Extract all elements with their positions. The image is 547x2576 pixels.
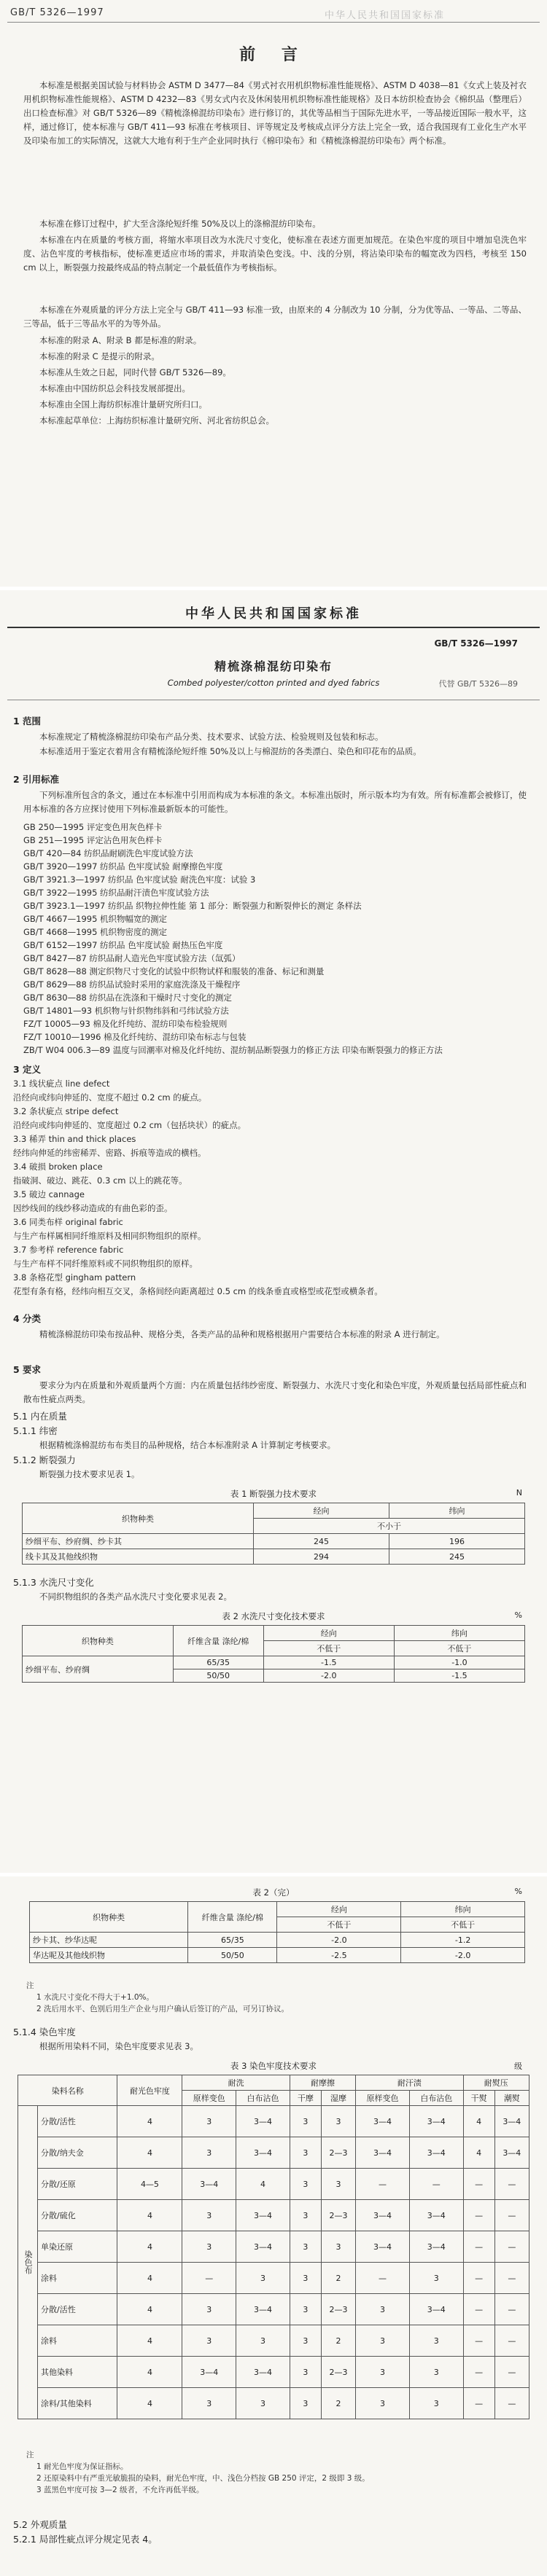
- table-header-cell: 白布沾色: [409, 2091, 463, 2106]
- table-header-cell: 不低于: [263, 1641, 394, 1656]
- table-cell: 4: [117, 2294, 182, 2325]
- table-note: 2 还原染料中有严重光敏脆损的染料，耐光色牢度，中、浅色分档按 GB 250 评定，2 级即 3 级。: [36, 2474, 370, 2483]
- table-cell: —: [356, 2169, 410, 2200]
- definition-line: 沿经向或纬向伸延的、宽度超过 0.2 cm（包括块状）的疵点。: [13, 1120, 247, 1130]
- table-cell: 2—3: [321, 2137, 355, 2169]
- standard-number: GB/T 5326—1997: [434, 638, 518, 649]
- table-unit: N: [516, 1488, 522, 1498]
- table-note: 注: [26, 2451, 34, 2459]
- reference-item: FZ/T 10010—1996 棉及化纤纯纺、混纺印染布标志与包装: [23, 1032, 247, 1042]
- table-cell: 3: [409, 2263, 463, 2294]
- table-header-cell: 耐摩擦: [290, 2075, 355, 2091]
- ghost-header-text: 中华人民共和国国家标准: [324, 10, 445, 21]
- header-rule: [7, 22, 540, 23]
- table-cell: 3—4: [494, 2106, 529, 2137]
- foreword-paragraph: 本标准是根据美国试验与材料协会 ASTM D 3477—84《男式衬衣用机织物标准性能规格》、ASTM D 4038—81《女式上装及衬衣用机织物标准性能规格》、ASTM D 4232—83《男女式内衣及休闲装用机织物标准性能规格》及日本纺织检查协会《棉织品（整理后）出口检查标准》对 GB/T 5326—89《精梳涤棉混纺印染布》进行修订的，其优等品相当于国际先进水平，一等品接近国际一般水平，这样，通过修订，使本标准与 GB/T 411—93 标准在考核项目、评等规定及考核成点评分方法上完全一致，适合我国现有工业化生产水平及印染布加工的实际情况，这就大大地有利于生产企业同时执行《棉印染布》和《精梳涤棉混纺印染布》两个标准。: [23, 80, 527, 146]
- table-cell: 3—4: [236, 2357, 290, 2388]
- page-tables: [0, 1876, 547, 2576]
- table-cell: 涂料: [38, 2263, 117, 2294]
- table-cell: 分散/硫化: [38, 2200, 117, 2231]
- table-cell: 3: [236, 2388, 290, 2419]
- definition-line: 因纱线间的线纱移动造成的有曲色彩的歪。: [13, 1203, 173, 1213]
- table-row: [18, 2200, 529, 2231]
- table-cell: —: [463, 2231, 494, 2263]
- table-caption: 表 3 染色牢度技术要求: [230, 2061, 317, 2071]
- table-note: 1 耐光色牢度为保证指标。: [36, 2462, 128, 2471]
- table-row: [18, 2169, 529, 2200]
- body-text: 下列标准所包含的条文，通过在本标准中引用而构成为本标准的条文。本标准出版时，所示版本均为有效。所有标准都会被修订，使用本标准的各方应探讨使用下列标准最新版本的可能性。: [23, 790, 527, 814]
- reference-item: GB/T 3921.3—1997 纺织品 色牢度试验 耐洗色牢度：试验 3: [23, 874, 256, 885]
- table-row: [18, 2263, 529, 2294]
- definition-line: 沿经向或纬向伸延的、宽度不超过 0.2 cm 的疵点。: [13, 1092, 207, 1103]
- national-standard-heading: 中华人民共和国国家标准: [185, 606, 362, 622]
- foreword-paragraph: 本标准在修订过程中，扩大至含涤纶短纤维 50%及以上的涤棉混纺印染布。: [39, 219, 321, 229]
- reference-item: GB/T 14801—93 机织物与针织物纬斜和弓纬试验方法: [23, 1006, 229, 1016]
- table-cell: 3: [409, 2357, 463, 2388]
- reference-item: GB/T 8628—88 测定织物尺寸变化的试验中织物试样和服装的准备、标记和测量: [23, 966, 325, 976]
- table-notes: [0, 2449, 547, 2508]
- table-cell: 单染还原: [38, 2231, 117, 2263]
- table-cell: 3: [290, 2357, 321, 2388]
- table-cell: 涂料: [38, 2325, 117, 2357]
- table-cell: 196: [389, 1534, 524, 1549]
- standard-code-header: GB/T 5326—1997: [10, 7, 104, 18]
- table-cell: —: [463, 2388, 494, 2419]
- table-unit: %: [514, 1610, 522, 1620]
- subsection-heading: 5.1.3 水洗尺寸变化: [13, 1577, 94, 1588]
- table-note: 注: [26, 1981, 34, 1990]
- page-foreword: [0, 0, 547, 587]
- table-cell: 245: [253, 1534, 389, 1549]
- table-header-cell: 不低于: [401, 1917, 525, 1933]
- table-cell: 3—4: [494, 2137, 529, 2169]
- table-row: [18, 2388, 529, 2419]
- color-fastness-table: [18, 2075, 529, 2419]
- table-cell: 2: [321, 2325, 355, 2357]
- table-cell: 3: [290, 2231, 321, 2263]
- table-cell: 3: [290, 2169, 321, 2200]
- table-cell: 3: [321, 2231, 355, 2263]
- table-cell: 3: [182, 2388, 236, 2419]
- subsection-heading: 5.1.2 断裂强力: [13, 1455, 76, 1465]
- table-cell: 3—4: [182, 2357, 236, 2388]
- table-cell: 3: [321, 2169, 355, 2200]
- reference-item: GB/T 8630—88 纺织品在洗涤和干燥时尺寸变化的测定: [23, 993, 232, 1003]
- reference-item: GB/T 4668—1995 机织物密度的测定: [23, 927, 168, 937]
- table-cell: 4: [117, 2388, 182, 2419]
- table-cell: 4: [236, 2169, 290, 2200]
- reference-item: GB/T 6152—1997 纺织品 色牢度试验 耐热压色牢度: [23, 940, 223, 950]
- definition-line: 3.4 破损 broken place: [13, 1162, 103, 1172]
- body-text: 要求分为内在质量和外观质量两个方面：内在质量包括纬纱密度、断裂强力、水洗尺寸变化和染色牢度，外观质量包括局部性疵点和散布性疵点两类。: [23, 1380, 527, 1404]
- table-header-cell: 织物种类: [30, 1902, 188, 1933]
- table-cell: -1.5: [394, 1669, 524, 1683]
- table-cell: 3—4: [356, 2106, 410, 2137]
- foreword-paragraph: 本标准从生效之日起，同时代替 GB/T 5326—89。: [39, 367, 231, 377]
- table-cell: 分散/活性: [38, 2106, 117, 2137]
- foreword-paragraph: 本标准在内在质量的考核方面，将缩水率项目改为水洗尺寸变化，使标准在表述方面更加规范。在染色牢度的项目中增加皂洗色牢度、沾色牢度的考核指标，使标准更适应市场的需求，并取消染色变浅。中、浅的分别，将沾染印染布的幅宽改为四档，考核至 150 cm 以上，断裂强力按最终成品的特点制定一个最低值作为考核指标。: [23, 235, 527, 273]
- table-cell: 3: [290, 2200, 321, 2231]
- reference-item: GB 251—1995 评定沾色用灰色样卡: [23, 835, 163, 845]
- table-cell: 65/35: [188, 1933, 277, 1948]
- table-header-cell: 湿摩: [321, 2091, 355, 2106]
- table-cell: 3: [182, 2294, 236, 2325]
- definition-line: 3.1 线状疵点 line defect: [13, 1078, 110, 1089]
- table-cell: 3: [290, 2106, 321, 2137]
- table-cell: 3: [356, 2325, 410, 2357]
- table-cell: —: [463, 2325, 494, 2357]
- definition-line: 经纬向伸延的纬密稀弄、密路、拆痕等造成的横档。: [13, 1148, 206, 1158]
- table-header-cell: 经向: [253, 1503, 389, 1519]
- reference-item: GB/T 8629—88 纺织品试验时采用的家庭洗涤及干燥程序: [23, 979, 241, 990]
- table-caption: 表 2 水洗尺寸变化技术要求: [222, 1611, 325, 1621]
- table-header-cell: 干熨: [463, 2091, 494, 2106]
- table-cell: -1.2: [401, 1933, 525, 1948]
- table-cell: 4: [117, 2325, 182, 2357]
- table-cell: 3: [409, 2388, 463, 2419]
- foreword-paragraph: 本标准的附录 C 是提示的附录。: [39, 351, 160, 361]
- table-cell: 2—3: [321, 2200, 355, 2231]
- table-row: [18, 2357, 529, 2388]
- table-header-cell: 不低于: [277, 1917, 401, 1933]
- table-row: [18, 2294, 529, 2325]
- page-main-standard: [0, 590, 547, 1873]
- table-cell: 3: [182, 2325, 236, 2357]
- definition-line: 与生产布样属相同纤维原料及相同织物组织的原样。: [13, 1231, 206, 1241]
- table-cell: —: [494, 2169, 529, 2200]
- table-cell: 线卡其及其他线织物: [23, 1549, 254, 1565]
- table-cell: 3—4: [356, 2200, 410, 2231]
- section-heading: 3 定义: [13, 1064, 42, 1075]
- table-cell: 2: [321, 2263, 355, 2294]
- table-cell: —: [356, 2263, 410, 2294]
- table-cell: —: [494, 2294, 529, 2325]
- table-header-cell: 经向: [277, 1902, 401, 1917]
- table-note: 2 洗后用水平、色别后用生产企业与用户确认后签订的产品，可另订协议。: [36, 2005, 290, 2013]
- table-cell: 3: [182, 2200, 236, 2231]
- table-header-cell: 不低于: [394, 1641, 524, 1656]
- table-cell: -1.0: [394, 1656, 524, 1669]
- table-cell: 其他染料: [38, 2357, 117, 2388]
- subsection-heading: 5.2 外观质量: [13, 2519, 67, 2530]
- body-text: 断裂强力技术要求见表 1。: [39, 1469, 140, 1479]
- table-header-cell: 干摩: [290, 2091, 321, 2106]
- table-header-cell: 纤维含量 涤纶/棉: [188, 1902, 277, 1933]
- table-header-cell: 纬向: [394, 1626, 524, 1641]
- table-cell: 3—4: [409, 2137, 463, 2169]
- table-cell: 2—3: [321, 2357, 355, 2388]
- table-cell: —: [494, 2388, 529, 2419]
- table-cell: 50/50: [173, 1669, 263, 1683]
- body-text: 本标准适用于鉴定衣着用含有精梳涤纶短纤维 50%及以上与棉混纺的各类漂白、染色和印花布的品质。: [39, 746, 422, 756]
- body-text: 精梳涤棉混纺印染布按品种、规格分类，各类产品的品种和规格根据用户需要结合本标准的附录 A 进行制定。: [39, 1329, 445, 1339]
- table-cell: 分散/活性: [38, 2294, 117, 2325]
- reference-item: GB 250—1995 评定变色用灰色样卡: [23, 822, 163, 832]
- table-header-cell: 不小于: [253, 1519, 524, 1534]
- definition-list: [0, 1077, 547, 1296]
- reference-item: GB/T 3923.1—1997 纺织品 织物拉伸性能 第 1 部分：断裂强力和断裂伸长的测定 条样法: [23, 901, 362, 911]
- table-cell: 3—4: [182, 2169, 236, 2200]
- body-text: 根据所用染料不同，染色牢度要求见表 3。: [39, 2041, 198, 2051]
- table-cell: 3—4: [236, 2200, 290, 2231]
- table-cell: -2.5: [277, 1948, 401, 1963]
- reference-list: [0, 821, 547, 1061]
- definition-line: 3.7 参考样 reference fabric: [13, 1245, 124, 1255]
- table-cell: —: [463, 2263, 494, 2294]
- table-row: [18, 2231, 529, 2263]
- table-cell: 3: [290, 2325, 321, 2357]
- table-cell: 3: [290, 2388, 321, 2419]
- table-header-cell: 染料名称: [18, 2075, 117, 2106]
- table-cell: 3—4: [409, 2200, 463, 2231]
- table-cell: 分散/还原: [38, 2169, 117, 2200]
- table-cell: 4: [117, 2263, 182, 2294]
- section-heading: 2 引用标准: [13, 774, 60, 785]
- table-cell: 4: [117, 2200, 182, 2231]
- table-cell: 3: [356, 2294, 410, 2325]
- table-cell: 3—4: [236, 2106, 290, 2137]
- section-heading: 4 分类: [13, 1313, 42, 1324]
- table-cell: 3: [236, 2263, 290, 2294]
- subsection-heading: 5.1 内在质量: [13, 1411, 67, 1422]
- table-header-cell: 耐熨压: [463, 2075, 529, 2091]
- table-cell: 4: [117, 2231, 182, 2263]
- table-cell: —: [494, 2231, 529, 2263]
- reference-item: ZB/T W04 006.3—89 温度与回潮率对棉及化纤纯纺、混纺制品断裂强力的修正方法 印染布断裂强力的修正方法: [23, 1045, 443, 1055]
- table-cell: 4: [117, 2137, 182, 2169]
- table-group-cell: 染色布: [18, 2106, 38, 2419]
- definition-line: 花型有条有格，经纬向相互交叉，条格间经向距离超过 0.5 cm 的线条垂直或格型或花型或横条者。: [13, 1286, 383, 1296]
- table-cell: 3: [236, 2325, 290, 2357]
- foreword-paragraph: 本标准由全国上海纺织标准计量研究所归口。: [39, 399, 207, 410]
- table-header-cell: 织物种类: [23, 1503, 254, 1534]
- table-cell: —: [494, 2200, 529, 2231]
- table-cell: 245: [389, 1549, 524, 1565]
- table-row: [18, 2106, 529, 2137]
- table-caption: 表 2（完）: [252, 1887, 295, 1898]
- table-cell: 3—4: [356, 2231, 410, 2263]
- replaces-note: 代替 GB/T 5326—89: [438, 679, 518, 689]
- table-cell: 4: [117, 2357, 182, 2388]
- table-cell: —: [463, 2200, 494, 2231]
- table-cell: 3: [356, 2388, 410, 2419]
- table-note: 3 蓝黑色牢度可按 3—2 级者，不允许再低半级。: [36, 2486, 204, 2494]
- table-cell: 华达呢及其他线织物: [30, 1948, 188, 1963]
- foreword-paragraph: 本标准的附录 A、附录 B 都是标准的附录。: [39, 335, 202, 345]
- table-cell: 3: [356, 2357, 410, 2388]
- subsection-heading: 5.2.1 局部性疵点评分规定见表 4。: [13, 2534, 158, 2545]
- table-cell: 3—4: [409, 2231, 463, 2263]
- table-cell: 294: [253, 1549, 389, 1565]
- table-cell: 纱细平布、纱府绸、纱卡其: [23, 1534, 254, 1549]
- table-cell: 3: [182, 2231, 236, 2263]
- body-text: 根据精梳涤棉混纺布布类目的品种规格，结合本标准附录 A 计算制定考核要求。: [39, 1440, 336, 1450]
- table-cell: 4: [463, 2106, 494, 2137]
- breaking-strength-table: [22, 1503, 525, 1565]
- table-cell: 3: [182, 2106, 236, 2137]
- reference-item: FZ/T 10005—93 棉及化纤纯纺、混纺印染布检验规则: [23, 1019, 228, 1029]
- table-caption: 表 1 断裂强力技术要求: [230, 1489, 317, 1499]
- table-header-cell: 原样变色: [182, 2091, 236, 2106]
- table-cell: 3: [290, 2294, 321, 2325]
- table-header-cell: 纬向: [401, 1902, 525, 1917]
- wash-dimension-table-cont: [29, 1901, 525, 1963]
- table-cell: 分散/纳夫金: [38, 2137, 117, 2169]
- table-cell: —: [409, 2169, 463, 2200]
- table-cell: 50/50: [188, 1948, 277, 1963]
- reference-item: GB/T 3922—1995 纺织品耐汗渍色牢度试验方法: [23, 888, 209, 898]
- heading-rule: [7, 627, 540, 628]
- table-cell: 涂料/其他染料: [38, 2388, 117, 2419]
- table-cell: 3—4: [409, 2106, 463, 2137]
- reference-item: GB/T 3920—1997 纺织品 色牢度试验 耐摩擦色牢度: [23, 861, 223, 872]
- table-cell: 4: [117, 2106, 182, 2137]
- table-cell: 2—3: [321, 2294, 355, 2325]
- body-text: 本标准规定了精梳涤棉混纺印染布产品分类、技术要求、试验方法、检验规则及包装和标志。: [39, 732, 384, 742]
- table-cell: —: [494, 2357, 529, 2388]
- table-cell: 3: [409, 2325, 463, 2357]
- table-cell: 2: [321, 2388, 355, 2419]
- table-cell: 纱细平布、纱府绸: [23, 1656, 174, 1683]
- table-cell: —: [494, 2263, 529, 2294]
- table-cell: —: [463, 2357, 494, 2388]
- table-cell: —: [463, 2169, 494, 2200]
- definition-line: 3.2 条状疵点 stripe defect: [13, 1106, 119, 1116]
- definition-line: 3.6 同类布样 original fabric: [13, 1217, 123, 1227]
- foreword-paragraph: 本标准在外观质量的评分方法上完全与 GB/T 411—93 标准一致，由原来的 4 分制改为 10 分制，分为优等品、一等品、二等品、三等品，低于三等品水平的为等外品。: [23, 305, 527, 329]
- definition-line: 3.5 破边 cannage: [13, 1189, 85, 1199]
- table-cell: 3—4: [356, 2137, 410, 2169]
- table-header-cell: 耐洗: [182, 2075, 290, 2091]
- table-row: [18, 2325, 529, 2357]
- body-text: 不同织物组织的各类产品水洗尺寸变化要求见表 2。: [39, 1592, 232, 1602]
- definition-line: 3.3 稀弄 thin and thick places: [13, 1134, 136, 1144]
- reference-item: GB/T 420—84 纺织品耐刷洗色牢度试验方法: [23, 848, 193, 858]
- table-cell: 4—5: [117, 2169, 182, 2200]
- definition-line: 指破洞、破边、跳花、0.3 cm 以上的跳花等。: [13, 1175, 187, 1186]
- reference-item: GB/T 4667—1995 机织物幅宽的测定: [23, 914, 168, 924]
- table-cell: 3—4: [236, 2137, 290, 2169]
- standard-title-en: Combed polyester/cotton printed and dyed fabrics: [167, 678, 380, 688]
- table-header-cell: 耐汗渍: [356, 2075, 463, 2091]
- table-cell: 纱卡其、纱华达呢: [30, 1933, 188, 1948]
- table-cell: 65/35: [173, 1656, 263, 1669]
- table-cell: 3—4: [236, 2231, 290, 2263]
- table-cell: -2.0: [277, 1933, 401, 1948]
- table-header-cell: 织物种类: [23, 1626, 174, 1656]
- table-cell: 4: [463, 2137, 494, 2169]
- table-header-cell: 潮熨: [494, 2091, 529, 2106]
- table-cell: 3—4: [409, 2294, 463, 2325]
- subsection-heading: 5.1.4 染色牢度: [13, 2027, 76, 2037]
- definition-line: 3.8 条格花型 gingham pattern: [13, 1272, 136, 1283]
- table-cell: 3: [182, 2137, 236, 2169]
- table-header-cell: 纬向: [389, 1503, 524, 1519]
- subsection-heading: 5.1.1 纬密: [13, 1425, 58, 1436]
- table-header-cell: 原样变色: [356, 2091, 410, 2106]
- table-note: 1 水洗尺寸变化不得大于+1.0%。: [36, 1993, 154, 2002]
- table-cell: -2.0: [401, 1948, 525, 1963]
- table-cell: —: [463, 2294, 494, 2325]
- table-cell: 3: [321, 2106, 355, 2137]
- table-header-cell: 白布沾色: [236, 2091, 290, 2106]
- table-cell: -1.5: [263, 1656, 394, 1669]
- table-cell: 3: [290, 2137, 321, 2169]
- foreword-title: 前 言: [239, 46, 308, 64]
- table-header-cell: 纤维含量 涤纶/棉: [173, 1626, 263, 1656]
- table-cell: -2.0: [263, 1669, 394, 1683]
- foreword-paragraph: 本标准由中国纺织总会科技发展部提出。: [39, 383, 190, 394]
- table-cell: —: [182, 2263, 236, 2294]
- wash-dimension-table: [22, 1625, 525, 1683]
- foreword-paragraph: 本标准起草单位：上海纺织标准计量研究所、河北省纺织总会。: [39, 415, 274, 426]
- table-row: [18, 2137, 529, 2169]
- section-heading: 1 范围: [13, 716, 42, 727]
- table-cell: —: [494, 2325, 529, 2357]
- table-unit: %: [514, 1887, 522, 1896]
- definition-line: 与生产布样不同纤维原料或不同织物组织的原样。: [13, 1258, 198, 1269]
- table-cell: 3—4: [236, 2294, 290, 2325]
- table-unit: 级: [514, 2062, 522, 2071]
- table-header-cell: 经向: [263, 1626, 394, 1641]
- standard-title-cn: 精梳涤棉混纺印染布: [214, 659, 333, 673]
- reference-item: GB/T 8427—87 纺织品耐人造光色牢度试验方法（氙弧）: [23, 953, 241, 963]
- section-heading: 5 要求: [13, 1364, 42, 1375]
- table-header-cell: 耐光色牢度: [117, 2075, 182, 2106]
- table-cell: 3: [290, 2263, 321, 2294]
